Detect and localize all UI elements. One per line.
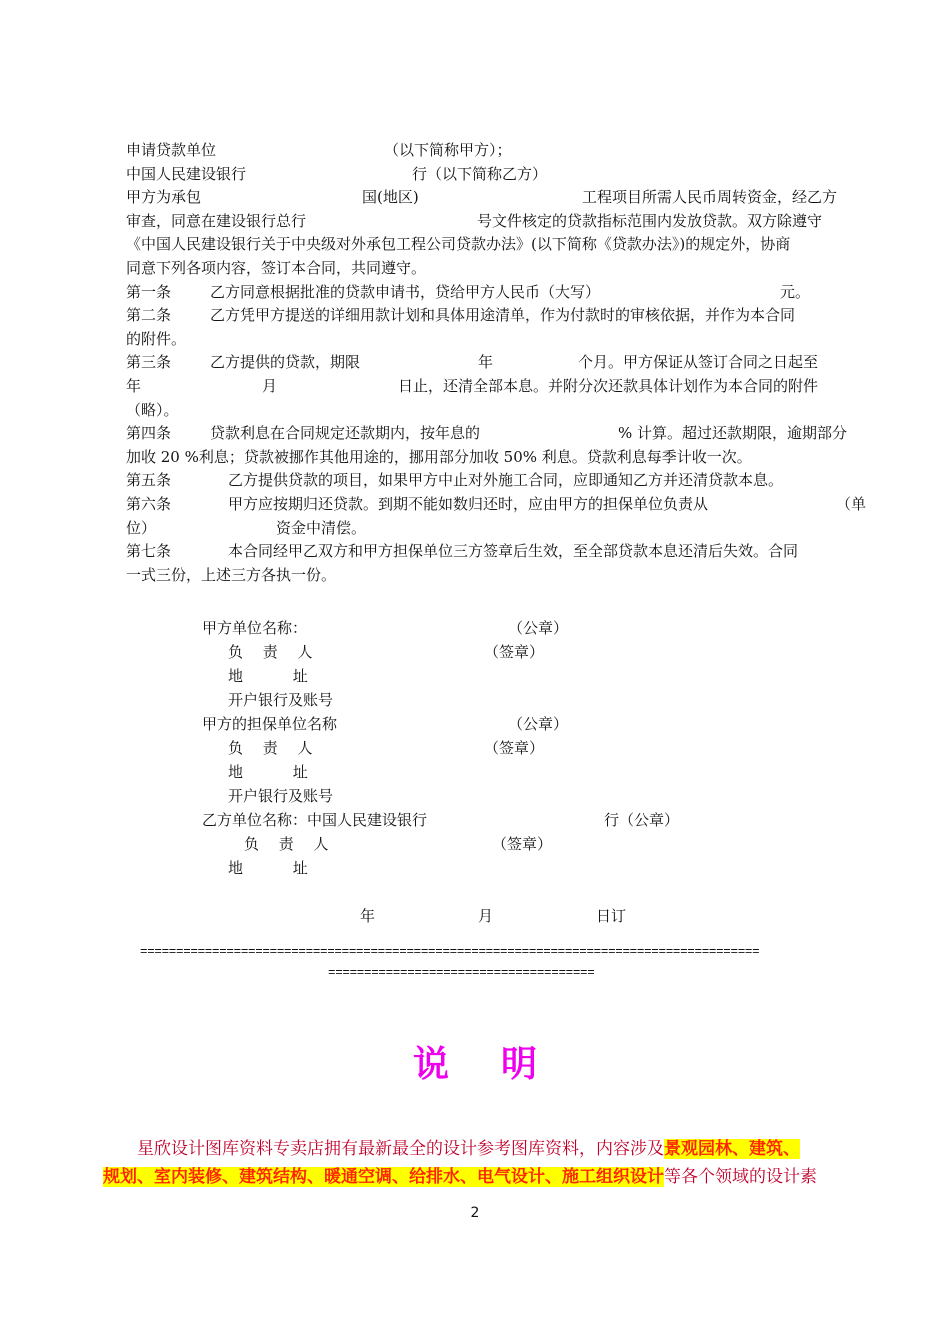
text-line-segment: 开户银行及账号 xyxy=(228,691,334,709)
text-line-segment: 《中国人民建设银行关于中央级对外承包工程公司贷款办法》(以下简称《贷款办法》)的规定外，协商 xyxy=(126,235,791,254)
text-line-segment: 第四条 xyxy=(126,424,172,443)
separator-line-1: ====================================================================================== xyxy=(140,945,760,959)
text-line-segment: 贷款利息在合同规定还款期内，按年息的 xyxy=(210,424,481,443)
date-field-label: 月 xyxy=(478,907,494,925)
title-char: 明 xyxy=(501,1044,538,1085)
text-line-segment: 乙方提供的贷款，期限 xyxy=(210,353,361,372)
page-number: 2 xyxy=(470,1205,480,1221)
text-line-segment: （签章） xyxy=(484,739,545,757)
title-char: 说 xyxy=(412,1044,449,1085)
text-line-segment: 工程项目所需人民币周转资金，经乙方 xyxy=(582,188,838,207)
explanation-paragraph-line-2 xyxy=(103,1162,863,1192)
text-line-segment: 行（以下简称乙方） xyxy=(412,164,548,183)
text-line-segment: 申请贷款单位 xyxy=(126,141,217,159)
text-line-segment: 乙方提供贷款的项目，如果甲方中止对外施工合同，应即通知乙方并还清贷款本息。 xyxy=(228,471,784,490)
text-line-segment: 第三条 xyxy=(126,353,172,372)
text-line-segment: 同意下列各项内容，签订本合同，共同遵守。 xyxy=(126,259,427,277)
text-line-segment: （公章） xyxy=(508,715,569,733)
text-line-segment: % 计算。超过还款期限，逾期部分 xyxy=(618,424,848,443)
text-line-segment: （以下简称甲方）； xyxy=(384,141,512,159)
text-line-segment: 的附件。 xyxy=(126,329,187,348)
text-line-segment: 地 址 xyxy=(228,859,308,877)
text-line-segment: （单 xyxy=(836,495,867,513)
text-line-segment: 甲方单位名称： xyxy=(202,619,308,637)
text-line-segment: （签章） xyxy=(492,835,553,853)
text-line-segment: 负 责 人 xyxy=(228,643,313,661)
highlighted-fields: 规划、室内装修、建筑结构、暖通空调、给排水、电气设计、施工组织设计 xyxy=(103,1167,664,1187)
text-line-segment: 资金中清偿。 xyxy=(276,518,367,537)
text-line-segment: 日止，还清全部本息。并附分次还款具体计划作为本合同的附件 xyxy=(398,377,819,395)
text-line-segment: 月 xyxy=(262,377,278,395)
text-line-segment: 第七条 xyxy=(126,542,172,561)
text-line-segment: 元。 xyxy=(780,282,811,301)
text-line-segment: （略）。 xyxy=(126,400,179,419)
text-line-segment: 号文件核定的贷款指标范围内发放贷款。双方除遵守 xyxy=(477,211,823,230)
text-line-segment: 国(地区) xyxy=(362,188,419,207)
text-line-segment: 第六条 xyxy=(126,495,172,513)
text-line-segment: 第一条 xyxy=(126,282,172,301)
text-line-segment: 乙方凭甲方提送的详细用款计划和具体用途清单，作为付款时的审核依据，并作为本合同 xyxy=(210,306,796,325)
text-line-segment: 审查，同意在建设银行总行 xyxy=(126,211,307,230)
text-line-segment: 地 址 xyxy=(228,763,308,781)
intro-text: 星欣设计图库资料专卖店拥有最新最全的设计参考图库资料，内容涉及 xyxy=(137,1139,664,1159)
text-line-segment: 个月。甲方保证从签订合同之日起至 xyxy=(578,353,819,372)
text-line-segment: 年 xyxy=(478,353,494,372)
text-line-segment: 负 责 人 xyxy=(228,739,313,757)
text-line-segment: （签章） xyxy=(484,643,545,661)
text-line-segment: 负 责 人 xyxy=(244,835,329,853)
text-line-segment: 位） xyxy=(126,518,157,537)
text-line-segment: （公章） xyxy=(508,619,569,637)
text-line-segment: 第五条 xyxy=(126,471,172,490)
text-line-segment: 甲方的担保单位名称 xyxy=(202,715,338,733)
text-line-segment: 年 xyxy=(126,377,142,395)
text-line-segment: 本合同经甲乙双方和甲方担保单位三方签章后生效，至全部贷款本息还清后失效。合同 xyxy=(228,542,799,561)
separator-line-2: ===================================== xyxy=(328,966,595,980)
text-line-segment: 行（公章） xyxy=(604,811,680,829)
explanation-title xyxy=(0,1036,950,1087)
explanation-paragraph-line-1 xyxy=(103,1134,863,1164)
text-line-segment: 甲方应按期归还贷款。到期不能如数归还时，应由甲方的担保单位负责从 xyxy=(228,495,709,513)
highlighted-fields: 景观园林、建筑、 xyxy=(664,1139,800,1159)
text-line-segment: 开户银行及账号 xyxy=(228,787,334,805)
text-line-segment: 中国人民建设银行 xyxy=(126,164,247,183)
intro-text: 等各个领域的设计素 xyxy=(664,1167,817,1187)
date-field-label: 年 xyxy=(360,907,376,925)
text-line-segment: 甲方为承包 xyxy=(126,188,202,207)
text-line-segment: 乙方单位名称：中国人民建设银行 xyxy=(202,811,428,829)
text-line-segment: 地 址 xyxy=(228,667,308,685)
text-line-segment: 加收 20 %利息；贷款被挪作其他用途的，挪用部分加收 50% 利息。贷款利息每季计收一次。 xyxy=(126,447,752,466)
text-line-segment: 一式三份，上述三方各执一份。 xyxy=(126,565,337,584)
text-line-segment: 乙方同意根据批准的贷款申请书，贷给甲方人民币（大写） xyxy=(210,282,601,301)
date-field-label: 日订 xyxy=(596,907,627,925)
text-line-segment: 第二条 xyxy=(126,306,172,325)
